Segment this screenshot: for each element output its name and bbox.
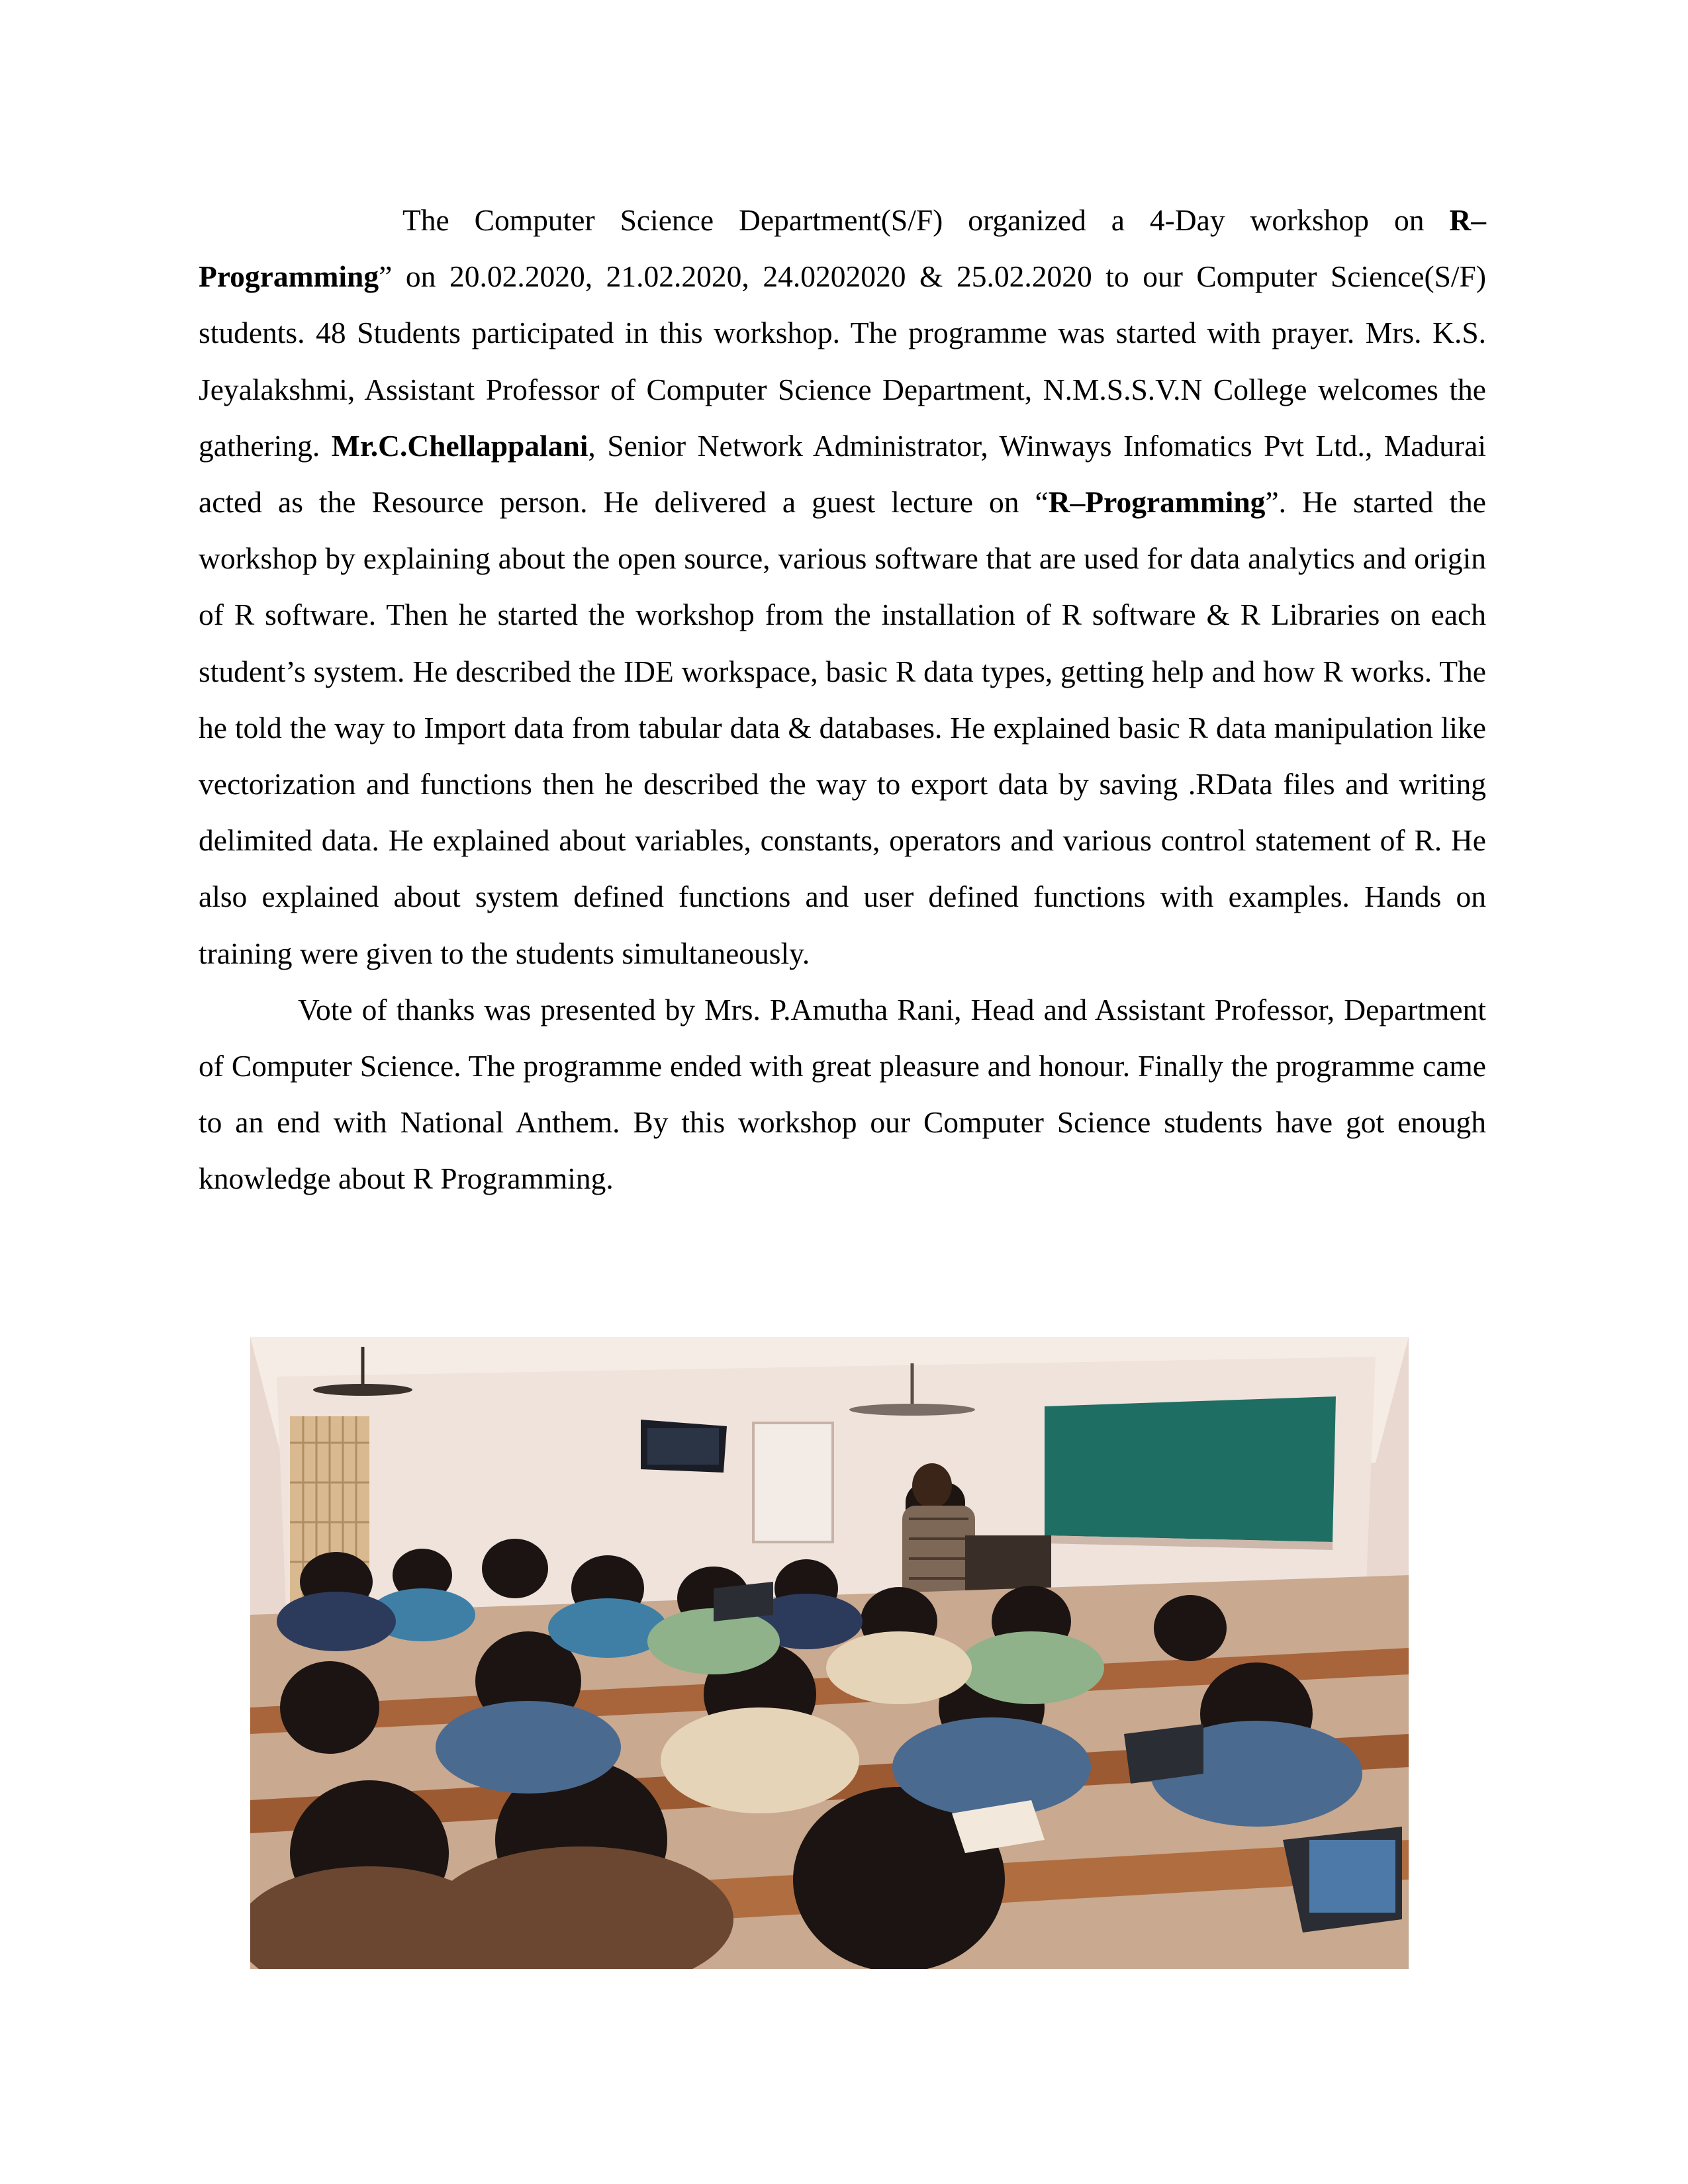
- para1-run-2: ” on 20.02.2020, 21.02.2020, 24.0202020 & 25.02.2020 to our Computer Science(S/F) students. 48 Students participated in this workshop. The programme was started with prayer. Mrs. K.S. Jeyalakshmi, Assistant Professor of Computer Science Department, N.M.S.S.V.N College welcomes the gathering.: [199, 259, 1486, 463]
- para1-run-4: , Senior Network Administrator, Winways Infomatics Pvt Ltd., Madurai acted as the Resource person. He delivered a guest lecture on “: [199, 428, 1486, 520]
- para1-run-0: The Computer Science Department(S/F) organized a 4-Day workshop on: [402, 203, 1450, 237]
- classroom-photo-illustration: [250, 1337, 1409, 1969]
- para1-run-3: Mr.C.Chellappalani: [331, 428, 588, 463]
- para1-run-6: ”. He started the workshop by explaining about the open source, various software that are used for data analytics and origin of R software. Then he started the workshop from the installation of R software & R Libraries on each student’s system. He described the IDE workspace, basic R data types, getting help and how R works. The he told the way to Import data from tabular data & databases. He explained basic R data manipulation like vectorization and functions then he described the way to export data by saving .RData files and writing delimited data. He explained about variables, constants, operators and various control statement of R. He also explained about system defined functions and user defined functions with examples. Hands on training were given to the students simultaneously.: [199, 485, 1486, 970]
- paragraph-2: Vote of thanks was presented by Mrs. P.Amutha Rani, Head and Assistant Professor, Department of Computer Science. The programme ended with great pleasure and honour. Finally the programme came to an end with National Anthem. By this workshop our Computer Science students have got enough knowledge about R Programming.: [199, 992, 1486, 1196]
- para1-run-1: R–Programming: [199, 203, 1486, 294]
- paragraph-1: [199, 192, 1486, 981]
- para1-run-5: R–Programming: [1048, 485, 1266, 520]
- classroom-photo: [250, 1337, 1409, 1969]
- document-body: [199, 192, 1486, 1207]
